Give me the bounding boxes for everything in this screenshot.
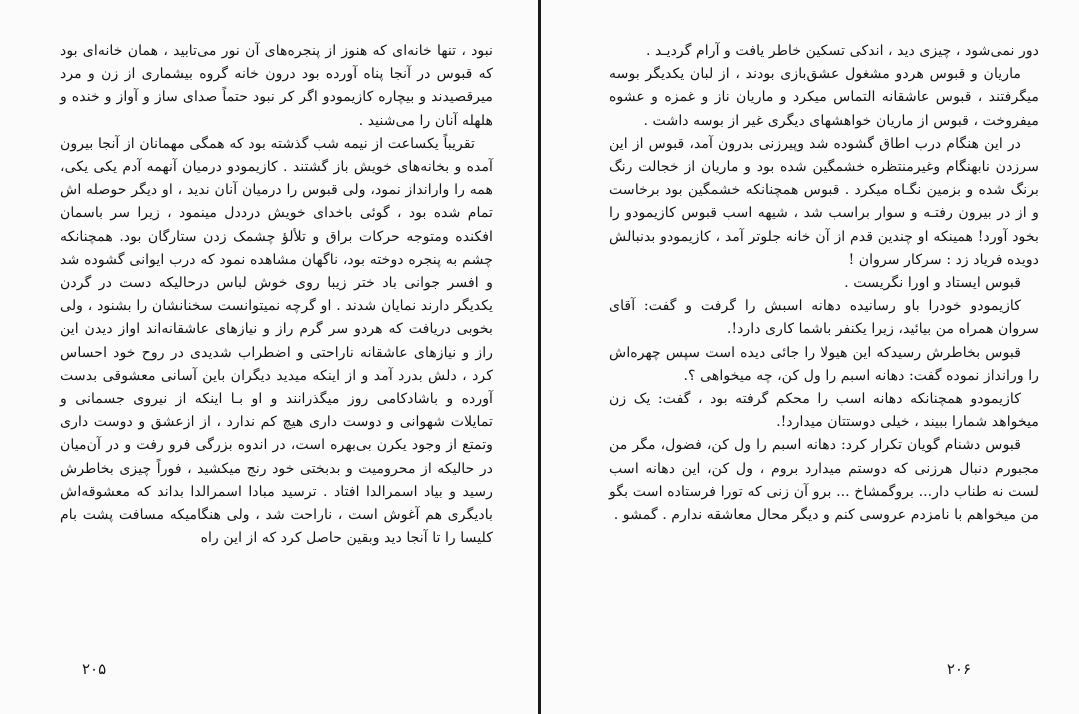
paragraph: کازیمودو خودرا باو رسانیده دهانه اسبش را گرفت و گفت: آقای سروان همراه من بیائید، زیرا یکنفر باشما کاری دارد!. [609,298,1039,338]
paragraph: قبوس ایستاد و اورا نگریست . [844,275,1021,292]
right-page-text [609,40,1039,527]
paragraph: نبود ، تنها خانه‌ای که هنوز از پنجره‌های آن نور می‌تابید ، همان خانه‌ای بود که قبوس در آنجا پناه آورده بود درون خانه گروه بیشماری از زن و مرد میرقصیدند و بیچاره کازیمودو اگر کر نبود حتماً صدای ساز و آواز و خنده و هلهله آنان را می‌شنید . [60,43,493,129]
right-page [541,0,1079,714]
paragraph: در این هنگام درب اطاق گشوده شد وپیرزنی بدرون آمد، قبوس از این سرزدن نابهنگام وغیرمنتظره خشمگین شده بود و ماریان از خجالت رنگ برنگ شده و بزمین نگـاه میکرد . قبوس همچنانکه خشمگین بود برخاست و از در بیرون رفتـه و سوار براسب شد ، شیهه اسب قبوس کازیمودو را بخود آورد! همینکه او چندین قدم از آن خانه جلوتر آمد ، کازیمودو بدنبالش دویده فریاد زد : سرکار سروان ! [609,135,1039,268]
page-number: ۲۰۶ [946,660,971,678]
paragraph: دور نمی‌شود ، چیزی دید ، اندکی تسکین خاطر یافت و آرام گردیـد . [646,43,1039,59]
page-number: ۲۰۵ [82,660,107,678]
paragraph: قبوس بخاطرش رسیدکه این هیولا را جائی دیده است سپس چهره‌اش را ورانداز نموده گفت: دهانه اسبم را ول کن، چه میخواهی ؟. [609,344,1039,384]
paragraph: قبوس دشنام گویان تکرار کرد: دهانه اسبم را ول کن، فضول، مگر من مجبورم دنبال هرزنی که دوستم میدارد بروم ، ول کن، این دهانه اسب لست نه طناب دار... بروگمشاخ ... برو آن زنی که تورا فرستاده است بگو من میخواهم با نامزدم عروسی کنم و دیگر محال معاشقه ندارم . گمشو . [609,437,1039,524]
paragraph: ماریان و قبوس هردو مشغول عشق‌بازی بودند ، از لبان یکدیگر بوسه میگرفتند ، قبوس عاشقانه التماس میکرد و ماریان ناز و غمزه و عشوه میفروخت ، قبوس از ماریان خواهشهای دیگری غیر از بوسه داشت . [609,66,1039,129]
left-page [0,0,538,714]
paragraph: کازیمودو همچنانکه دهانه اسب را محکم گرفته بود ، گفت: یک زن میخواهد شمارا ببیند ، خیلی دوستتان میدارد!. [609,391,1039,431]
paragraph: تقریباً یکساعت از نیمه شب گذشته بود که همگی مهمانان از آنجا بیرون آمده و بخانه‌های خویش باز گشتند . کازیمودو درمیان آنهمه آدم یکی یکی، همه را وارانداز نمود، ولی قبوس را درمیان آنان ندید ، او دیگر حوصله اش تمام شده بود ، گوئی باخدای خویش درددل مینمود ، زیرا سر باسمان افکنده ومتوجه حرکات براق و تلألؤ چشمک زدن ستارگان بود. همچنانکه چشم به پنجره دوخته بود، ناگهان مشاهده نمود که درب ایوانی گشوده شد و افسر جوانی باد ختر زیبا روی خوش لباس درحالیکه دست در گردن یکدیگر دارند نمایان شدند . او گرچه نمیتوانست سخنانشان را بشنود ، ولی بخوبی دریافت که هردو سر گرم راز و نیازهای عاشقانه‌اند اواز دیدن این راز و نیازهای عاشقانه ناراحتی و اضطراب شدیدی در روح خود احساس کرد ، دلش بدرد آمد و از اینکه میدید دیگران باین آسانی معشوقی بدست آورده و باشادکامی روز میگذرانند و او بـا اینکه از نیروی جسمانی و تمایلات شهوانی و دوست داری هیچ کم ندارد ، از ازعشق و دوست داری وتمتع از وجود یکرن بی‌بهره است، در اندوه بزرگی فرو رفت و در آن‌میان در حالیکه از محرومیت و بدبختی خود رنج میکشید ، فوراً چیزی بخاطرش رسید و بیاد اسمرالدا افتاد . ترسید مبادا اسمرالدا بداند که معشوقه‌اش بادیگری هم آغوش است ، ناراحت شد ، ولی هنگامیکه مسافت پشت بام کلیسا را تا آنجا دید وبقین حاصل کرد که از این راه [60,135,494,547]
left-page-text [60,40,493,550]
